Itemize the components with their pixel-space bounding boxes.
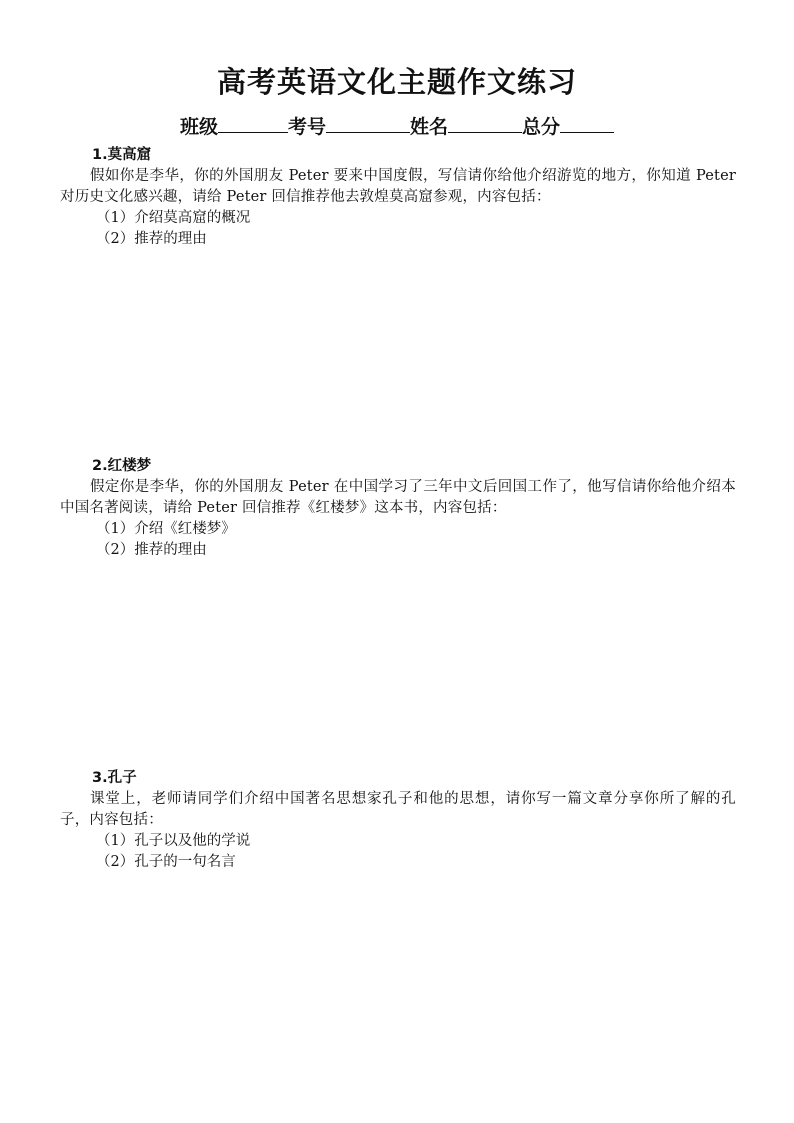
score-blank[interactable]	[560, 112, 614, 133]
requirement-item: （2）孔子的一句名言	[96, 854, 236, 870]
question-3	[60, 768, 736, 873]
score-label: 总分	[522, 116, 561, 138]
requirement-item: （2）推荐的理由	[96, 231, 207, 247]
name-label: 姓名	[410, 116, 449, 138]
class-blank[interactable]	[218, 112, 288, 133]
question-prompt: 假如你是李华，你的外国朋友 Peter 要来中国度假，写信请你给他介绍游览的地方，你知道 Peter 对历史文化感兴趣，请给 Peter 回信推荐他去敦煌莫高窟参观，内容包括：	[60, 168, 736, 205]
requirement-item: （2）推荐的理由	[96, 542, 207, 558]
question-prompt: 课堂上，老师请同学们介绍中国著名思想家孔子和他的思想，请你写一篇文章分享你所了解的孔子，内容包括：	[60, 791, 736, 828]
exam-number-label: 考号	[287, 116, 326, 138]
question-2	[60, 456, 736, 561]
requirement-item: （1）孔子以及他的学说	[96, 833, 251, 849]
name-blank[interactable]	[448, 112, 522, 133]
requirement-item: （1）介绍《红楼梦》	[96, 521, 236, 537]
question-heading: 3.孔子	[92, 770, 137, 786]
question-heading: 1.莫高窟	[92, 147, 152, 163]
question-1	[60, 145, 736, 250]
student-info-row	[0, 112, 794, 140]
question-prompt: 假定你是李华，你的外国朋友 Peter 在中国学习了三年中文后回国工作了，他写信请你给他介绍本中国名著阅读，请给 Peter 回信推荐《红楼梦》这本书，内容包括：	[60, 479, 736, 516]
class-label: 班级	[179, 116, 218, 138]
exam-number-blank[interactable]	[326, 112, 410, 133]
question-heading: 2.红楼梦	[92, 458, 152, 474]
page-title: 高考英语文化主题作文练习	[216, 65, 577, 99]
requirement-item: （1）介绍莫高窟的概况	[96, 210, 251, 226]
